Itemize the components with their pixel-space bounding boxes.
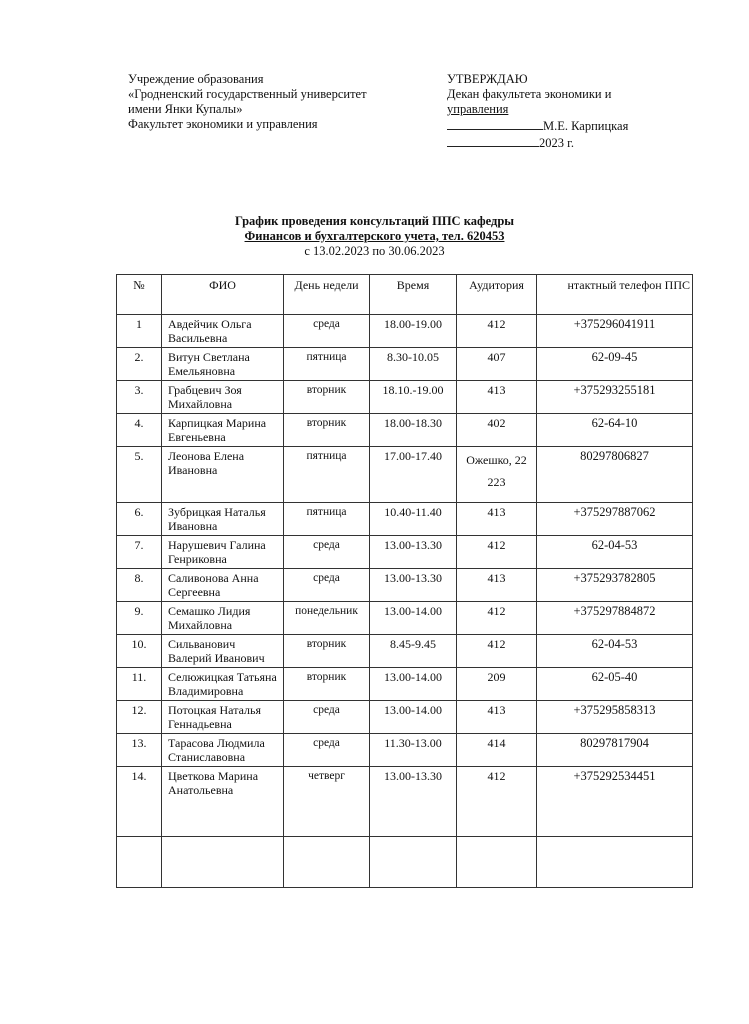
row-room: 413 (457, 381, 537, 414)
table-row (117, 381, 693, 414)
table-row (117, 767, 693, 837)
row-num: 3. (117, 381, 162, 414)
table-row (117, 348, 693, 381)
row-room: 413 (457, 701, 537, 734)
empty-cell (370, 837, 457, 888)
header-day: День недели (284, 275, 370, 315)
empty-cell (162, 837, 284, 888)
table-empty-row (117, 837, 693, 888)
row-time: 13.00-13.30 (370, 569, 457, 602)
row-room: 412 (457, 536, 537, 569)
institution-line-1: Учреждение образования (128, 72, 264, 86)
table-row (117, 734, 693, 767)
row-phone: +375293255181 (537, 381, 693, 414)
approval-position-2 (447, 102, 697, 117)
row-fio: Тарасова Людмила Станиславовна (162, 734, 284, 767)
row-time: 11.30-13.00 (370, 734, 457, 767)
row-phone: +375297887062 (537, 503, 693, 536)
row-day: пятница (284, 447, 370, 503)
table-row (117, 503, 693, 536)
row-room: 412 (457, 635, 537, 668)
approval-block (447, 72, 697, 151)
row-day: среда (284, 701, 370, 734)
row-day: вторник (284, 381, 370, 414)
header-fio: ФИО (162, 275, 284, 315)
row-time: 18.00-18.30 (370, 414, 457, 447)
row-num: 13. (117, 734, 162, 767)
row-phone: 62-64-10 (537, 414, 693, 447)
row-phone: 62-04-53 (537, 635, 693, 668)
approval-date-line (447, 134, 697, 151)
row-fio: Грабцевич Зоя Михайловна (162, 381, 284, 414)
row-day: среда (284, 315, 370, 348)
table-header-row (117, 275, 693, 315)
empty-cell (284, 837, 370, 888)
empty-cell (537, 837, 693, 888)
row-phone: 62-05-40 (537, 668, 693, 701)
row-num: 7. (117, 536, 162, 569)
row-day: среда (284, 536, 370, 569)
row-phone: 62-04-53 (537, 536, 693, 569)
row-num: 6. (117, 503, 162, 536)
row-phone: 62-09-45 (537, 348, 693, 381)
table-row (117, 414, 693, 447)
row-fio: Сильванович Валерий Иванович (162, 635, 284, 668)
row-num: 5. (117, 447, 162, 503)
row-num: 14. (117, 767, 162, 837)
empty-cell (117, 837, 162, 888)
approval-position-2-text: управления (447, 102, 509, 116)
row-day: понедельник (284, 602, 370, 635)
row-fio: Витун Светлана Емельяновна (162, 348, 284, 381)
row-time: 13.00-13.30 (370, 536, 457, 569)
row-num: 8. (117, 569, 162, 602)
row-phone: +375296041911 (537, 315, 693, 348)
row-room: Ожешко, 22 223 (457, 447, 537, 503)
table-row (117, 635, 693, 668)
table-row (117, 315, 693, 348)
approval-signer: М.Е. Карпицкая (543, 119, 629, 133)
row-day: вторник (284, 414, 370, 447)
row-num: 4. (117, 414, 162, 447)
row-room: 412 (457, 602, 537, 635)
institution-header (128, 72, 428, 132)
row-room: 412 (457, 767, 537, 837)
table-row (117, 536, 693, 569)
table-row (117, 701, 693, 734)
row-time: 8.30-10.05 (370, 348, 457, 381)
row-fio: Леонова Елена Ивановна (162, 447, 284, 503)
row-time: 8.45-9.45 (370, 635, 457, 668)
row-fio: Цветкова Марина Анатольевна (162, 767, 284, 837)
row-phone: +375295858313 (537, 701, 693, 734)
row-time: 18.10.-19.00 (370, 381, 457, 414)
consultation-schedule-table (116, 274, 693, 888)
row-day: пятница (284, 503, 370, 536)
row-room: 407 (457, 348, 537, 381)
row-day: среда (284, 569, 370, 602)
row-time: 13.00-14.00 (370, 602, 457, 635)
row-time: 17.00-17.40 (370, 447, 457, 503)
header-room: Аудитория (457, 275, 537, 315)
document-title (0, 214, 749, 259)
row-room: 413 (457, 569, 537, 602)
header-time: Время (370, 275, 457, 315)
signature-blank (447, 117, 543, 130)
row-num: 1 (117, 315, 162, 348)
row-time: 10.40-11.40 (370, 503, 457, 536)
row-fio: Семашко Лидия Михайловна (162, 602, 284, 635)
row-time: 13.00-13.30 (370, 767, 457, 837)
row-num: 10. (117, 635, 162, 668)
date-blank (447, 134, 539, 147)
row-num: 9. (117, 602, 162, 635)
row-fio: Авдейчик Ольга Васильевна (162, 315, 284, 348)
row-day: пятница (284, 348, 370, 381)
row-day: вторник (284, 668, 370, 701)
row-phone: +375293782805 (537, 569, 693, 602)
empty-cell (457, 837, 537, 888)
row-num: 11. (117, 668, 162, 701)
institution-line-3: имени Янки Купалы» (128, 102, 243, 116)
row-room: 402 (457, 414, 537, 447)
row-room: 209 (457, 668, 537, 701)
row-room: 412 (457, 315, 537, 348)
row-fio: Потоцкая Наталья Геннадьевна (162, 701, 284, 734)
row-day: вторник (284, 635, 370, 668)
table-row (117, 447, 693, 503)
header-phone: нтактный телефон ППС (537, 275, 693, 315)
approval-year: 2023 г. (539, 136, 574, 150)
row-day: среда (284, 734, 370, 767)
table-row (117, 602, 693, 635)
table-row (117, 569, 693, 602)
approval-title: УТВЕРЖДАЮ (447, 72, 528, 86)
row-room: 413 (457, 503, 537, 536)
row-phone: +375297884872 (537, 602, 693, 635)
row-fio: Саливонова Анна Сергеевна (162, 569, 284, 602)
row-fio: Селюжицкая Татьяна Владимировна (162, 668, 284, 701)
row-time: 13.00-14.00 (370, 701, 457, 734)
header-num: № (117, 275, 162, 315)
row-time: 18.00-19.00 (370, 315, 457, 348)
table-row (117, 668, 693, 701)
row-day: четверг (284, 767, 370, 837)
faculty-line: Факультет экономики и управления (128, 117, 318, 131)
row-fio: Карпицкая Марина Евгеньевна (162, 414, 284, 447)
title-date-range: с 13.02.2023 по 30.06.2023 (304, 244, 445, 258)
row-time: 13.00-14.00 (370, 668, 457, 701)
row-num: 12. (117, 701, 162, 734)
row-phone: 80297817904 (537, 734, 693, 767)
institution-line-2: «Гродненский государственный университет (128, 87, 367, 101)
approval-signature-line (447, 117, 697, 134)
row-room: 414 (457, 734, 537, 767)
row-num: 2. (117, 348, 162, 381)
title-line-1: График проведения консультаций ППС кафедры (234, 214, 515, 228)
title-line-2: Финансов и бухгалтерского учета, тел. 620453 (244, 229, 505, 243)
row-fio: Зубрицкая Наталья Ивановна (162, 503, 284, 536)
approval-position-1: Декан факультета экономики и (447, 87, 612, 101)
row-fio: Нарушевич Галина Генриковна (162, 536, 284, 569)
row-phone: 80297806827 (537, 447, 693, 503)
row-phone: +375292534451 (537, 767, 693, 837)
